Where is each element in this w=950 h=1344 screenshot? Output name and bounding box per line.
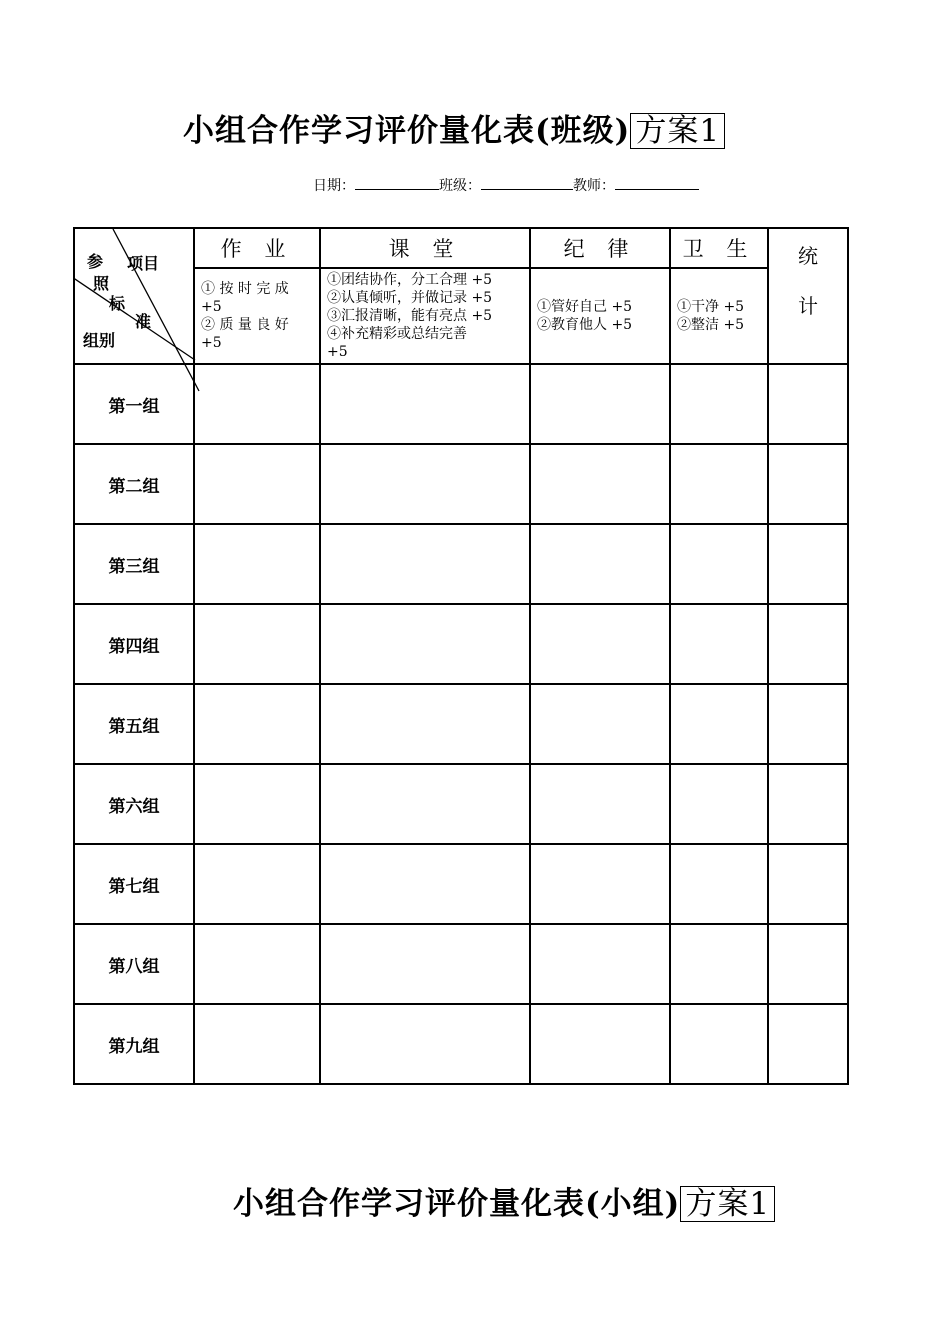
- score-cell[interactable]: [194, 524, 320, 604]
- score-cell[interactable]: [670, 924, 768, 1004]
- criteria-line: ①干净 +5: [677, 299, 745, 315]
- header-hygiene: 卫 生: [670, 228, 768, 268]
- teacher-blank[interactable]: [615, 175, 699, 190]
- criteria-hygiene: [670, 268, 768, 364]
- score-cell[interactable]: [670, 684, 768, 764]
- total-cell[interactable]: [768, 764, 848, 844]
- title-text: 小组合作学习评价量化表(班级): [183, 113, 631, 149]
- group-label: 第六组: [74, 764, 194, 844]
- score-cell[interactable]: [320, 604, 530, 684]
- score-cell[interactable]: [320, 524, 530, 604]
- table-row: [74, 684, 848, 764]
- criteria-line: +5: [327, 344, 348, 360]
- meta-line: [313, 175, 699, 195]
- score-cell[interactable]: [670, 764, 768, 844]
- evaluation-table: [73, 227, 849, 1085]
- criteria-discipline: [530, 268, 670, 364]
- table-row: [74, 524, 848, 604]
- score-cell[interactable]: [320, 764, 530, 844]
- table-row: [74, 844, 848, 924]
- criteria-homework: [194, 268, 320, 364]
- group-label: 第八组: [74, 924, 194, 1004]
- score-cell[interactable]: [670, 444, 768, 524]
- group-label: 第二组: [74, 444, 194, 524]
- score-cell[interactable]: [194, 924, 320, 1004]
- criteria-line: ② 质 量 良 好: [201, 317, 289, 333]
- total-cell[interactable]: [768, 604, 848, 684]
- score-cell[interactable]: [530, 764, 670, 844]
- page-title-group: [233, 1178, 775, 1223]
- score-cell[interactable]: [670, 1004, 768, 1084]
- score-cell[interactable]: [530, 924, 670, 1004]
- criteria-line: ②整洁 +5: [677, 317, 745, 333]
- score-cell[interactable]: [320, 444, 530, 524]
- score-cell[interactable]: [530, 844, 670, 924]
- criteria-line: ④补充精彩或总结完善: [327, 326, 467, 342]
- score-cell[interactable]: [194, 684, 320, 764]
- group-label: 第一组: [74, 364, 194, 444]
- score-cell[interactable]: [530, 684, 670, 764]
- score-cell[interactable]: [194, 764, 320, 844]
- corner-item-label: 项目: [127, 254, 160, 273]
- group-label: 第四组: [74, 604, 194, 684]
- score-cell[interactable]: [194, 1004, 320, 1084]
- criteria-line: +5: [201, 335, 222, 351]
- corner-char-1: 参: [87, 252, 104, 271]
- total-cell[interactable]: [768, 844, 848, 924]
- total-cell[interactable]: [768, 444, 848, 524]
- group-label: 第九组: [74, 1004, 194, 1084]
- group-label: 第三组: [74, 524, 194, 604]
- score-cell[interactable]: [320, 684, 530, 764]
- score-cell[interactable]: [320, 924, 530, 1004]
- criteria-line: ①团结协作，分工合理 +5: [327, 272, 493, 288]
- plan-label: 方案1: [680, 1186, 775, 1222]
- criteria-line: ③汇报清晰，能有亮点 +5: [327, 308, 493, 324]
- date-blank[interactable]: [355, 175, 439, 190]
- table-row: [74, 1004, 848, 1084]
- header-total: [768, 228, 848, 364]
- class-label: 班级：: [439, 178, 481, 194]
- teacher-label: 教师：: [573, 178, 615, 194]
- total-cell[interactable]: [768, 524, 848, 604]
- score-cell[interactable]: [670, 844, 768, 924]
- score-cell[interactable]: [194, 844, 320, 924]
- corner-group-label: 组别: [83, 331, 116, 350]
- criteria-class: [320, 268, 530, 364]
- score-cell[interactable]: [530, 444, 670, 524]
- criteria-line: ②认真倾听，并做记录 +5: [327, 290, 493, 306]
- score-cell[interactable]: [530, 604, 670, 684]
- header-discipline: 纪 律: [530, 228, 670, 268]
- criteria-line: ①管好自己 +5: [537, 299, 633, 315]
- total-cell[interactable]: [768, 364, 848, 444]
- score-cell[interactable]: [670, 524, 768, 604]
- criteria-line: ②教育他人 +5: [537, 317, 633, 333]
- score-cell[interactable]: [194, 444, 320, 524]
- score-cell[interactable]: [320, 364, 530, 444]
- total-cell[interactable]: [768, 924, 848, 1004]
- score-cell[interactable]: [670, 604, 768, 684]
- group-label: 第五组: [74, 684, 194, 764]
- plan-label: 方案1: [630, 113, 725, 149]
- score-cell[interactable]: [530, 1004, 670, 1084]
- title-text: 小组合作学习评价量化表(小组): [233, 1186, 681, 1222]
- table-row: [74, 924, 848, 1004]
- score-cell[interactable]: [320, 844, 530, 924]
- corner-cell: [74, 228, 194, 364]
- corner-char-3: 标: [109, 294, 126, 313]
- total-cell[interactable]: [768, 1004, 848, 1084]
- table-row: [74, 604, 848, 684]
- table-row: [74, 764, 848, 844]
- criteria-line: ① 按 时 完 成: [201, 281, 289, 297]
- header-total-a: 统: [798, 244, 818, 268]
- table-row: [74, 444, 848, 524]
- header-total-b: 计: [798, 294, 818, 318]
- score-cell[interactable]: [670, 364, 768, 444]
- header-homework: 作 业: [194, 228, 320, 268]
- score-cell[interactable]: [530, 524, 670, 604]
- score-cell[interactable]: [320, 1004, 530, 1084]
- header-class: 课 堂: [320, 228, 530, 268]
- date-label: 日期：: [313, 178, 355, 194]
- group-label: 第七组: [74, 844, 194, 924]
- score-cell[interactable]: [530, 364, 670, 444]
- page-title-class: [183, 105, 725, 150]
- score-cell[interactable]: [194, 604, 320, 684]
- criteria-line: +5: [201, 299, 222, 315]
- score-cell[interactable]: [194, 364, 320, 444]
- corner-char-2: 照: [93, 274, 110, 293]
- total-cell[interactable]: [768, 684, 848, 764]
- class-blank[interactable]: [481, 175, 573, 190]
- corner-char-4: 准: [135, 312, 152, 331]
